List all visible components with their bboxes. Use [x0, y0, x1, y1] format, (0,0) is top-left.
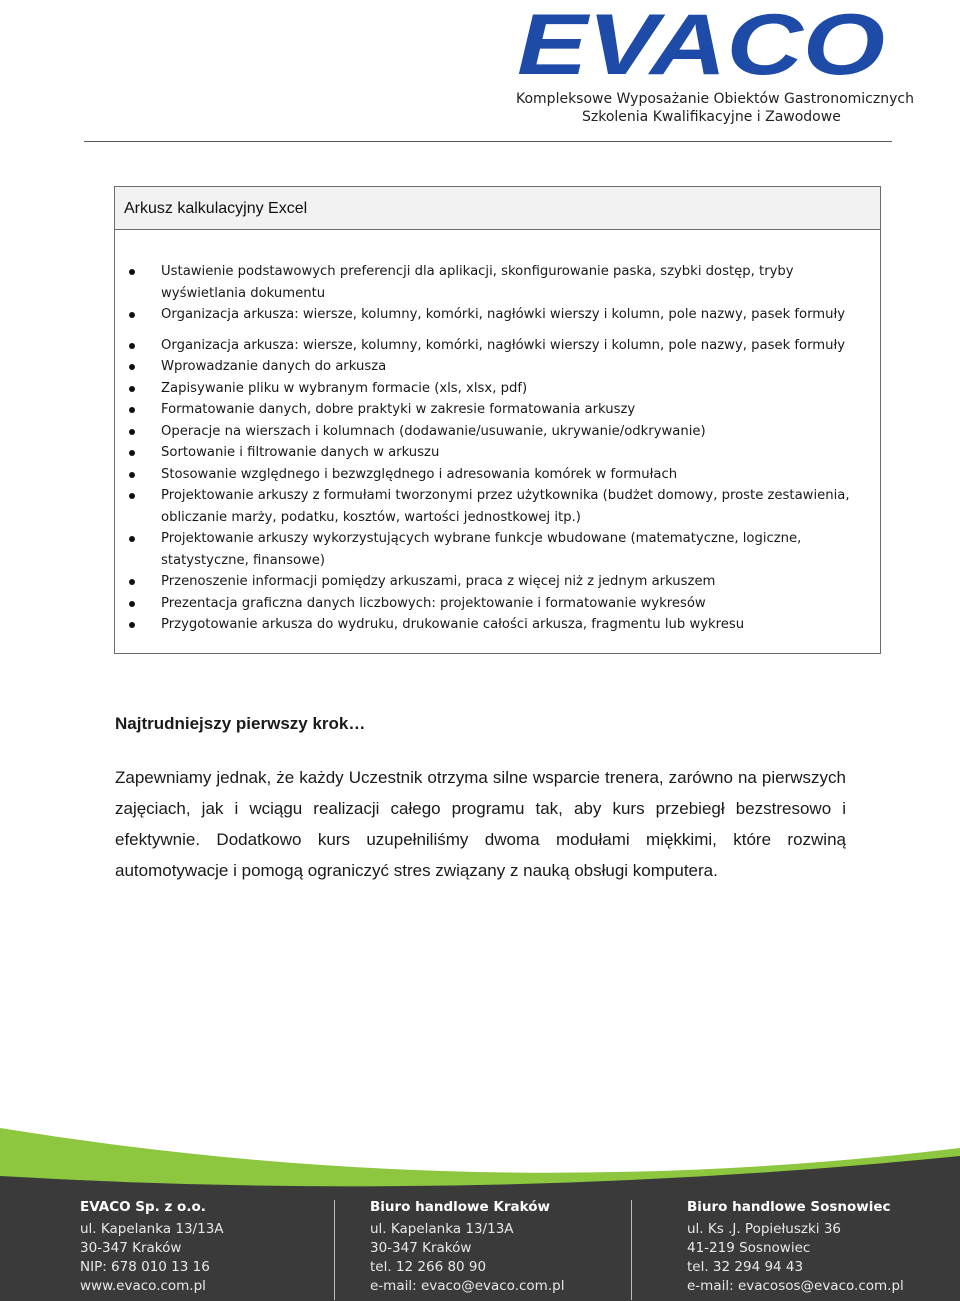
evaco-logo [515, 2, 887, 80]
footer-address-line: 30-347 Kraków [80, 1240, 182, 1256]
footer-divider [631, 1200, 632, 1300]
footer-office-heading: Biuro handlowe Sosnowiec [687, 1199, 891, 1215]
footer-office-heading: Biuro handlowe Kraków [370, 1199, 550, 1215]
company-tagline [516, 90, 914, 126]
course-topics-box [114, 186, 881, 654]
list-item: Przenoszenie informacji pomiędzy arkuszami, praca z więcej niż z jednym arkuszem [115, 571, 882, 593]
footer-address-line: ul. Ks .J. Popiełuszki 36 [687, 1221, 842, 1237]
footer-divider [334, 1200, 335, 1300]
footer-office-sosnowiec [687, 1198, 904, 1296]
course-topics-list [115, 261, 882, 636]
section-heading: Najtrudniejszy pierwszy krok… [115, 714, 366, 733]
footer-address-line: 41-219 Sosnowiec [687, 1240, 811, 1256]
footer-email-link[interactable]: e-mail: evaco@evaco.com.pl [370, 1278, 565, 1294]
list-item: Formatowanie danych, dobre praktyki w zakresie formatowania arkuszy [115, 399, 882, 421]
footer-company-heading: EVACO Sp. z o.o. [80, 1199, 206, 1215]
footer-address-line: ul. Kapelanka 13/13A [80, 1221, 224, 1237]
list-item: Projektowanie arkuszy wykorzystujących wybrane funkcje wbudowane (matematyczne, logiczne, statystyczne, finansowe) [115, 528, 882, 571]
tagline-line-2: Szkolenia Kwalifikacyjne i Zawodowe [582, 109, 841, 125]
list-item: Operacje na wierszach i kolumnach (dodawanie/usuwanie, ukrywanie/odkrywanie) [115, 421, 882, 443]
footer-address-line: ul. Kapelanka 13/13A [370, 1221, 514, 1237]
logo-wordmark: EVACO [517, 2, 885, 80]
list-item: Przygotowanie arkusza do wydruku, drukowanie całości arkusza, fragmentu lub wykresu [115, 614, 882, 636]
course-title: Arkusz kalkulacyjny Excel [115, 187, 880, 230]
footer [0, 1183, 960, 1301]
footer-nip: NIP: 678 010 13 16 [80, 1259, 210, 1275]
footer-address-line: 30-347 Kraków [370, 1240, 472, 1256]
footer-email-link[interactable]: e-mail: evacosos@evaco.com.pl [687, 1278, 904, 1294]
footer-phone: tel. 12 266 80 90 [370, 1259, 487, 1275]
tagline-line-1: Kompleksowe Wyposażanie Obiektów Gastronomicznych [516, 91, 914, 107]
footer-company [80, 1198, 224, 1296]
list-item: Projektowanie arkuszy z formułami tworzonymi przez użytkownika (budżet domowy, proste zestawienia, obliczanie marży, podatku, kosztów, wartości jednostkowej itp.) [115, 485, 882, 528]
list-item: Sortowanie i filtrowanie danych w arkuszu [115, 442, 882, 464]
list-item: Ustawienie podstawowych preferencji dla aplikacji, skonfigurowanie paska, szybki dostęp, tryby wyświetlania dokumentu [115, 261, 882, 304]
header-divider [84, 141, 892, 142]
footer-website-link[interactable]: www.evaco.com.pl [80, 1278, 206, 1294]
list-item: Organizacja arkusza: wiersze, kolumny, komórki, nagłówki wierszy i kolumn, pole nazwy, pasek formuły [115, 304, 882, 326]
list-item: Prezentacja graficzna danych liczbowych: projektowanie i formatowanie wykresów [115, 593, 882, 615]
section-paragraph: Zapewniamy jednak, że każdy Uczestnik otrzyma silne wsparcie trenera, zarówno na pierwszych zajęciach, jak i wciągu realizacji całego programu tak, aby kurs przebiegł bezstresowo i efektywnie. Dodatkowo kurs uzupełniliśmy dwoma modułami miękkimi, które rozwiną automotywacje i pomogą ograniczyć stres związany z nauką obsługi komputera. [115, 768, 846, 880]
footer-office-krakow [370, 1198, 564, 1296]
list-item: Stosowanie względnego i bezwzględnego i adresowania komórek w formułach [115, 464, 882, 486]
list-item: Wprowadzanie danych do arkusza [115, 356, 882, 378]
list-item: Organizacja arkusza: wiersze, kolumny, komórki, nagłówki wierszy i kolumn, pole nazwy, pasek formuły [115, 335, 882, 357]
footer-phone: tel. 32 294 94 43 [687, 1259, 804, 1275]
list-item: Zapisywanie pliku w wybranym formacie (xls, xlsx, pdf) [115, 378, 882, 400]
